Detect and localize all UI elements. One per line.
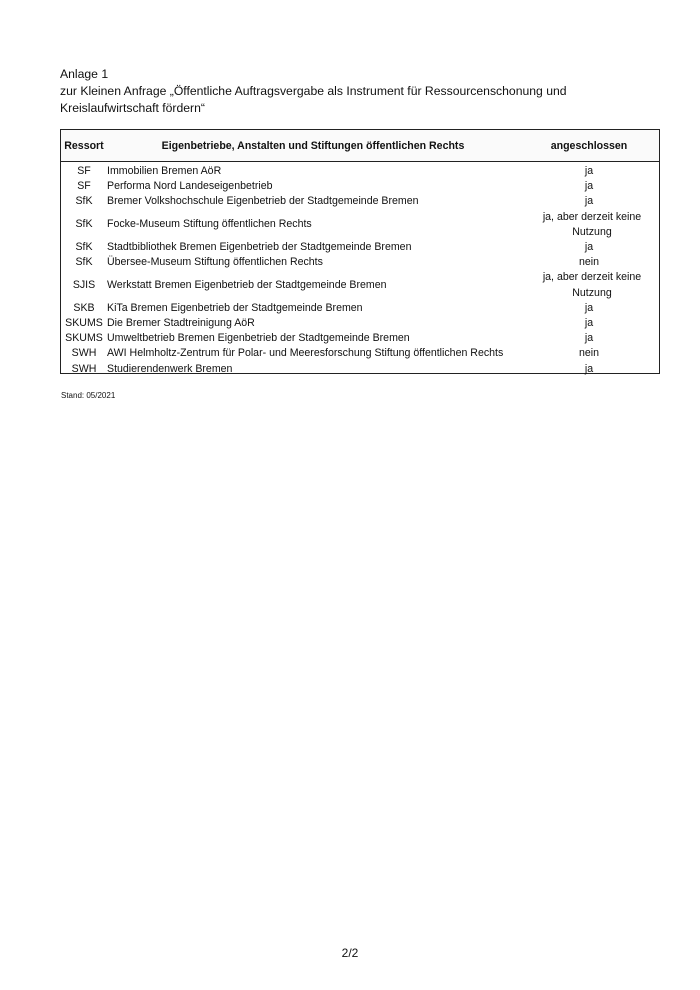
table-row xyxy=(61,179,659,194)
inquiry-subject-line-2: Kreislaufwirtschaft fördern“ xyxy=(60,101,205,115)
cell-status: ja xyxy=(584,301,594,314)
table-row xyxy=(61,331,659,346)
table-body xyxy=(61,162,659,377)
cell-entity: KiTa Bremen Eigenbetrieb der Stadtgemeinde Bremen xyxy=(107,301,363,314)
header-entity: Eigenbetriebe, Anstalten und Stiftungen öffentlichen Rechts xyxy=(161,139,465,152)
table-row xyxy=(61,194,659,209)
cell-ressort: SKUMS xyxy=(65,317,103,329)
cell-status: ja, aber derzeit keine Nutzung xyxy=(542,210,642,238)
cell-entity: Immobilien Bremen AöR xyxy=(107,165,222,177)
cell-ressort: SfK xyxy=(75,218,93,231)
table-row xyxy=(61,240,659,255)
cell-entity: Übersee-Museum Stiftung öffentlichen Rechts xyxy=(107,256,323,269)
table-row xyxy=(61,255,659,270)
cell-ressort: SF xyxy=(77,165,91,177)
cell-ressort: SWH xyxy=(71,362,97,375)
cell-ressort: SF xyxy=(77,180,91,193)
table-row xyxy=(61,210,659,240)
cell-entity: Werkstatt Bremen Eigenbetrieb der Stadtgemeinde Bremen xyxy=(107,279,387,291)
header-connected: angeschlossen xyxy=(550,139,628,152)
cell-entity: Bremer Volkshochschule Eigenbetrieb der Stadtgemeinde Bremen xyxy=(107,195,419,208)
cell-status: ja xyxy=(584,317,594,329)
cell-entity: Die Bremer Stadtreinigung AöR xyxy=(107,317,255,329)
cell-ressort: SKUMS xyxy=(65,332,103,345)
cell-status: ja xyxy=(584,165,594,177)
annex-title: Anlage 1 xyxy=(60,67,109,81)
cell-entity: Focke-Museum Stiftung öffentlichen Rechts xyxy=(107,218,312,231)
table-row xyxy=(61,316,659,331)
cell-ressort: SJIS xyxy=(72,279,96,291)
document-heading xyxy=(60,66,660,117)
page-number: 2/2 xyxy=(341,946,359,960)
cell-ressort: SfK xyxy=(75,256,93,269)
cell-status: ja xyxy=(584,195,594,208)
cell-status: ja xyxy=(584,180,594,193)
table-row xyxy=(61,164,659,179)
table-header xyxy=(61,130,659,162)
cell-entity: Performa Nord Landeseigenbetrieb xyxy=(107,180,273,193)
cell-ressort: SWH xyxy=(71,347,97,360)
table-row xyxy=(61,362,659,377)
cell-status: ja xyxy=(584,362,594,375)
cell-status: ja xyxy=(584,332,594,345)
table-row xyxy=(61,301,659,316)
header-ressort: Ressort xyxy=(64,139,104,152)
as-of-date-note: Stand: 05/2021 xyxy=(61,391,116,400)
cell-status: ja, aber derzeit keine Nutzung xyxy=(542,271,642,299)
cell-status: ja xyxy=(584,241,594,253)
entities-table xyxy=(60,129,660,374)
inquiry-subject-line-1: zur Kleinen Anfrage „Öffentliche Auftragsvergabe als Instrument für Ressourcenschonung und xyxy=(60,84,567,98)
table-row xyxy=(61,270,659,300)
cell-entity: Studierendenwerk Bremen xyxy=(107,362,233,375)
cell-entity: Umweltbetrieb Bremen Eigenbetrieb der Stadtgemeinde Bremen xyxy=(107,332,410,345)
cell-ressort: SfK xyxy=(75,241,93,253)
cell-status: nein xyxy=(578,347,600,360)
cell-status: nein xyxy=(578,256,600,269)
cell-entity: Stadtbibliothek Bremen Eigenbetrieb der Stadtgemeinde Bremen xyxy=(107,241,412,253)
cell-ressort: SfK xyxy=(75,195,93,208)
table-row xyxy=(61,346,659,361)
cell-ressort: SKB xyxy=(73,301,95,314)
cell-entity: AWI Helmholtz-Zentrum für Polar- und Meeresforschung Stiftung öffentlichen Rechts xyxy=(107,347,504,360)
